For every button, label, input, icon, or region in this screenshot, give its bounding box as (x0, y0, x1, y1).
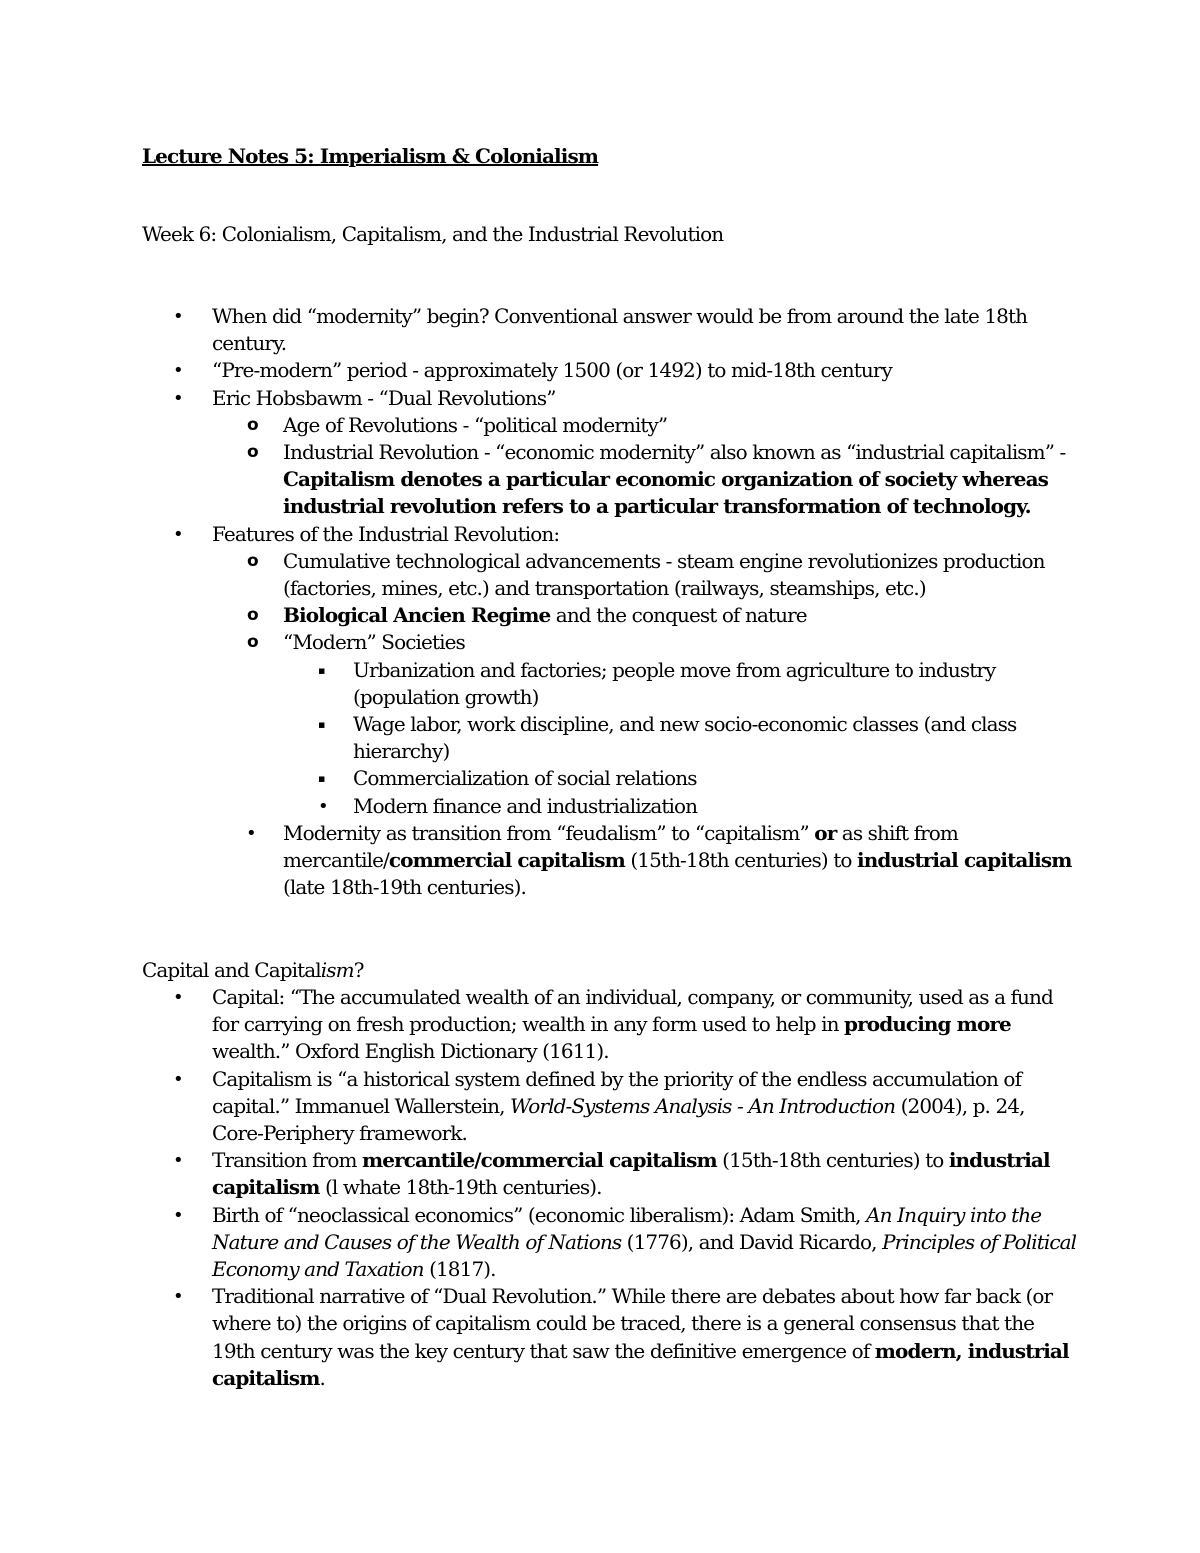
list-item: o Age of Revolutions - “political modernity” (0, 412, 1080, 439)
bullet-icon: • (173, 1068, 183, 1090)
bullet-icon: • (173, 987, 183, 1008)
square-bullet-icon: ▪ (318, 663, 325, 677)
list-item: • Capital: “The accumulated wealth of an individual, company, or community, used as a fund for carrying on fresh production; wealth in any form used to help in producing more wealth.” Oxford English Dictionary (1611). (173, 985, 1053, 1064)
square-bullet-icon: ▪ (318, 718, 325, 732)
bullet-icon: • (173, 1204, 183, 1226)
circle-bullet-icon: o (247, 605, 258, 626)
bullet-icon: • (246, 822, 256, 844)
circle-bullet-icon: o (247, 442, 258, 463)
list-item: • “Pre-modern” period - approximately 1500 (or 1492) to mid-18th century (0, 357, 1080, 384)
list-item: o Industrial Revolution - “economic modernity” also known as “industrial capitalism” - Capitalism denotes a particular economic organization of society whereas industrial revolution refers to a particular transformation of technology. (247, 440, 1066, 519)
page-title: Lecture Notes 5: Imperialism & Colonialism (142, 144, 599, 168)
modernity-outline (0, 303, 1080, 901)
bullet-icon: • (173, 360, 183, 382)
list-item: o Biological Ancien Regime and the conquest of nature (0, 602, 1080, 629)
bullet-icon: • (173, 523, 183, 545)
list-item: • Transition from mercantile/commercial capitalism (15th-18th centuries) to industrial capitalism (l whate 18th-19th centuries). (173, 1148, 1050, 1200)
square-bullet-icon: ▪ (318, 772, 325, 786)
circle-bullet-icon: o (247, 632, 258, 653)
list-item: o “Modern” Societies (0, 629, 1080, 656)
list-item: • Traditional narrative of “Dual Revolution.” While there are debates about how far back (or where to) the origins of capitalism could be traced, there is a general consensus that the 19th century was the key century that saw the definitive emergence of modern, industrial capitalism. (173, 1284, 1069, 1390)
list-item: • Modern finance and industrialization (0, 793, 1080, 820)
list-item: • Features of the Industrial Revolution: (0, 521, 1080, 548)
circle-bullet-icon: o (247, 414, 258, 435)
list-item: ▪ Wage labor, work discipline, and new socio-economic classes (and class hierarchy) (318, 712, 1017, 764)
bullet-icon: • (173, 1150, 183, 1172)
circle-bullet-icon: o (247, 550, 258, 571)
bullet-icon: • (173, 306, 183, 327)
bullet-icon: • (173, 1286, 183, 1308)
bullet-icon: • (173, 387, 183, 409)
list-item: ▪ Commercialization of social relations (0, 765, 1080, 792)
list-item: • Capitalism is “a historical system defined by the priority of the endless accumulation of capital.” Immanuel Wallerstein, World-Systems Analysis - An Introduction (2004), p. 24, Core-Periphery framework. (173, 1066, 1025, 1146)
list-item: • When did “modernity” begin? Conventional answer would be from around the late 18th century. (173, 304, 1028, 356)
bullet-icon: • (318, 795, 328, 817)
week-heading: Week 6: Colonialism, Capitalism, and the Industrial Revolution (142, 222, 724, 246)
capital-outline (0, 984, 1080, 1392)
capital-heading: Capital and Capitalism? (142, 958, 364, 982)
list-item: o Cumulative technological advancements - steam engine revolutionizes production (factories, mines, etc.) and transportation (railways, steamships, etc.) (247, 548, 1045, 601)
list-item: • Modernity as transition from “feudalism” to “capitalism” or as shift from mercantile/commercial capitalism (15th-18th centuries) to industrial capitalism (late 18th-19th centuries). (246, 820, 1072, 900)
list-item: ▪ Urbanization and factories; people move from agriculture to industry (population growth) (318, 657, 996, 709)
list-item: • Birth of “neoclassical economics” (economic liberalism): Adam Smith, An Inquiry into the Nature and Causes of the Wealth of Nations (1776), and David Ricardo, Principles of Political Economy and Taxation (1817). (173, 1202, 1077, 1282)
list-item: • Eric Hobsbawm - “Dual Revolutions” (0, 385, 1080, 412)
